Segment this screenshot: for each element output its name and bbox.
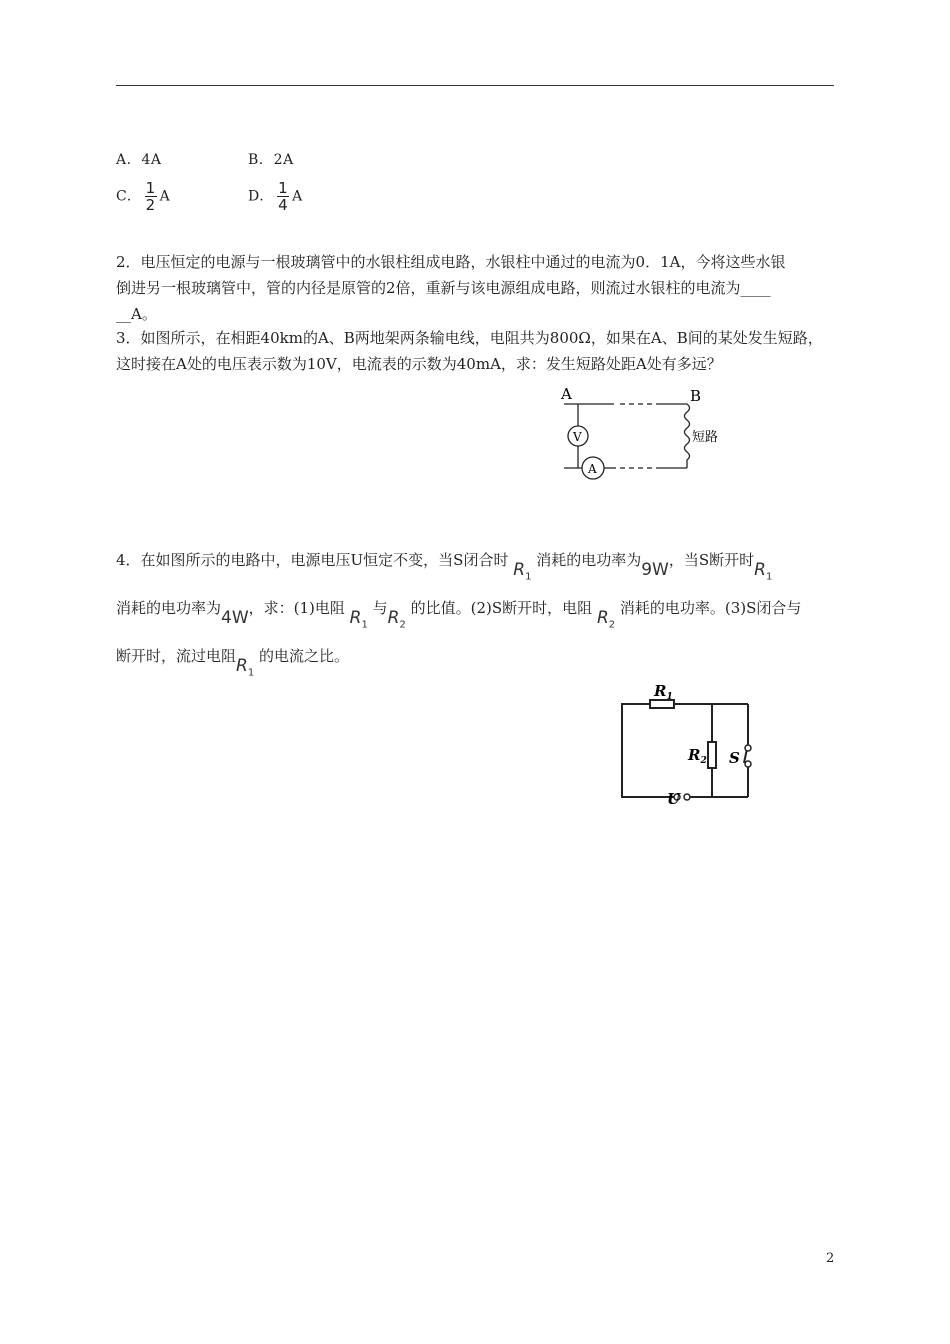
q4-line-2: 消耗的电功率为4W，求：(1)电阻 $R_1$ 与$R_2$ 的比值。(2)S断开时，电阻 $R_2$ 消耗的电功率。(3)S闭合与 [116, 599, 802, 631]
power-9w: 9W [641, 560, 669, 580]
r2-label: $R_2$ [688, 746, 707, 766]
voltmeter-label: V [573, 430, 582, 444]
question-2: 2．电压恒定的电源与一根玻璃管中的水银柱组成电路，水银柱中通过的电流为0．1A，今将这些水银 倒进另一根玻璃管中，管的内径是原管的2倍，重新与该电源组成电路，则流过水银柱的电流为____ __A。 [116, 253, 786, 323]
transmission-line-diagram [550, 382, 730, 482]
q4-line-1: 4．在如图所示的电路中，电源电压U恒定不变，当S闭合时 $R_1$ 消耗的电功率为9W，当S断开时$R_1$ [116, 551, 773, 583]
circuit-diagram [616, 680, 766, 810]
u-label: U [667, 790, 681, 808]
r1-label: $R_1$ [654, 682, 673, 702]
label-a: A [561, 385, 572, 403]
question-4 [116, 548, 836, 679]
var-r1: $R_1$ [513, 560, 532, 583]
question-3: 3．如图所示，在相距40km的A、B两地架两条输电线，电阻共为800Ω，如果在A、B间的某处发生短路， 这时接在A处的电压表示数为10V，电流表的示数为40mA，求：发生短路处距A处有多远？ [116, 329, 823, 373]
header-rule [116, 85, 834, 86]
var-r2: $R_2$ [387, 608, 406, 631]
var-r1: $R_1$ [236, 656, 255, 679]
fraction-c: $\frac{1}{2}$ [145, 179, 156, 214]
option-d: D. $\frac{1}{4}$ A [248, 179, 303, 214]
resistor-r2 [708, 742, 716, 768]
short-label: 短路 [692, 430, 719, 445]
var-r1: $R_1$ [754, 560, 773, 583]
short-circuit-coil [685, 404, 690, 468]
left-wire [622, 704, 674, 797]
fraction-d: $\frac{1}{4}$ [278, 179, 289, 214]
label-b: B [690, 387, 702, 405]
var-r2: $R_2$ [596, 608, 616, 631]
ammeter-label: A [588, 462, 597, 476]
q4-line-3: 断开时，流过电阻$R_1$ 的电流之比。 [116, 647, 349, 679]
option-a: A. 4A [116, 152, 162, 168]
terminal-right [684, 794, 690, 800]
switch-contact-bottom [745, 761, 751, 767]
switch-contact-top [745, 745, 751, 751]
var-r1: $R_1$ [349, 608, 368, 631]
page-number: 2 [826, 1251, 835, 1266]
option-c: C. $\frac{1}{2}$ A [116, 179, 171, 214]
option-b: B. 2A [248, 152, 294, 168]
s-label: S [729, 749, 740, 767]
power-4w: 4W [221, 608, 249, 628]
